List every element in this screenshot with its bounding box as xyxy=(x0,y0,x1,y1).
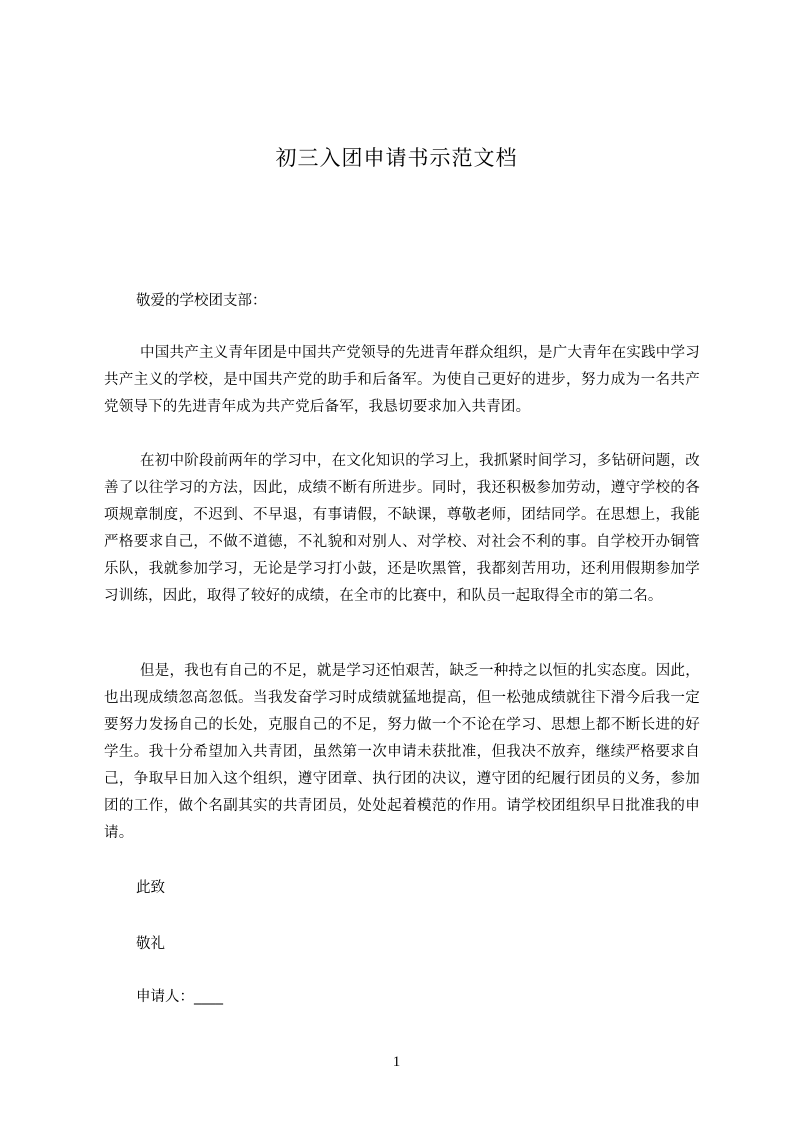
applicant-signature-line: 申请人：____ xyxy=(136,989,223,1005)
paragraph-2: 在初中阶段前两年的学习中，在文化知识的学习上，我抓紧时间学习，多钻研问题，改善了以往学习的方法，因此，成绩不断有所进步。同时，我还积极参加劳动，遵守学校的各项规章制度，不迟到、不早退，有事请假，不缺课，尊敬老师，团结同学。在思想上，我能严格要求自己，不做不道德，不礼貌和对别人、对学校、对社会不利的事。自学校开办铜管乐队，我就参加学习，无论是学习打小鼓，还是吹黑管，我都刻苦用功，还利用假期参加学习训练，因此，取得了较好的成绩，在全市的比赛中，和队员一起取得全市的第二名。 xyxy=(104,453,700,604)
salutation: 敬爱的学校团支部： xyxy=(136,293,267,309)
paragraph-1: 中国共产主义青年团是中国共产党领导的先进青年群众组织，是广大青年在实践中学习共产主义的学校，是中国共产党的助手和后备军。为使自己更好的进步，努力成为一名共产党领导下的先进青年成为共产党后备军，我恳切要求加入共青团。 xyxy=(104,345,700,415)
closing-salute: 敬礼 xyxy=(136,936,165,952)
paragraph-3: 但是，我也有自己的不足，就是学习还怕艰苦，缺乏一种持之以恒的扎实态度。因此，也出现成绩忽高忽低。当我发奋学习时成绩就猛地提高，但一松弛成绩就往下滑今后我一定要努力发扬自己的长处，克服自己的不足，努力做一个不论在学习、思想上都不断长进的好学生。我十分希望加入共青团，虽然第一次申请未获批准，但我决不放弃，继续严格要求自己，争取早日加入这个组织，遵守团章、执行团的决议，遵守团的纪履行团员的义务，参加团的工作，做个名副其实的共青团员，处处起着模范的作用。请学校团组织早日批准我的申请。 xyxy=(104,663,700,841)
page-number: 1 xyxy=(392,1054,401,1070)
document-title: 初三入团申请书示范文档 xyxy=(275,146,518,170)
closing-greeting: 此致 xyxy=(136,880,165,896)
